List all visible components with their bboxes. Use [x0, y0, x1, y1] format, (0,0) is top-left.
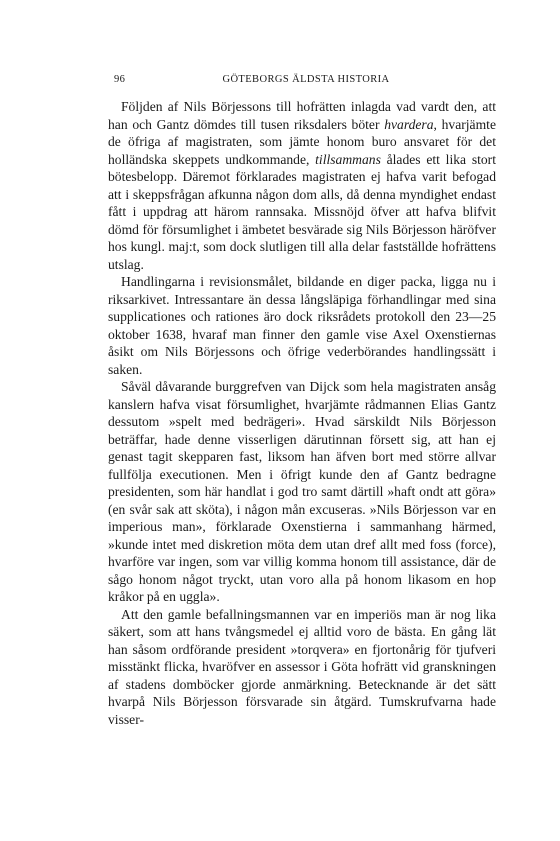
text-run: ålades ett lika stort bötesbelopp. Däremot förklarades magistraten ej hafva varit befogad att i skeppsfrågan afkunna någon dom alls, då denna myndighet endast fått i uppdrag att härom rannsaka. Missnöjd öfver att hafva blifvit dömd för försumlighet i ämbetet besvärade sig Nils Börjesson häröfver hos kungl. maj:t, som dock slutligen till alla delar fastställde hofrättens utslag. [108, 151, 496, 272]
text-run: Följden af Nils Börjessons till hofrätten inlagda vad vardt den, att han och Gantz dömdes till tusen riksdalers böter [108, 99, 496, 132]
italic-term: tillsammans [315, 151, 381, 167]
page-header [114, 74, 498, 90]
paragraph [108, 273, 496, 378]
running-title: GÖTEBORGS ÄLDSTA HISTORIA [222, 74, 390, 85]
paragraph [108, 378, 496, 606]
text-run: Att den gamle befallningsmannen var en imperiös man är nog lika säkert, som att hans tvångsmedel ej alltid voro de bästa. En gång lät han såsom ordförande president »torqvera» en fjortonårig för tjufveri misstänkt flicka, hvaröfver en assessor i Göta hofrätt vid granskningen af stadens domböcker gjorde anmärkning. Betecknande är det sätt hvarpå Nils Börjesson försvarade sin åtgärd. Tumskrufvarna hade visser- [108, 606, 496, 727]
text-run: , hvarjämte de öfriga af magistraten, som jämte honom buro ansvaret för det holländska skeppets undkommande, [108, 116, 496, 167]
page-number: 96 [114, 74, 126, 85]
italic-term: hvardera [384, 116, 434, 132]
paragraph [108, 98, 496, 273]
body-text [108, 98, 496, 728]
text-run: Handlingarna i revisionsmålet, bildande en diger packa, ligga nu i riksarkivet. Intressantare än dessa långsläpiga förhandlingar med sina supplicationes och rationes äro dock riksrådets protokoll den 23—25 oktober 1638, hvaraf man finner den gamle vise Axel Oxenstiernas åsikt om Nils Börjessons och öfrige vederbörandes handlingssätt i saken. [108, 274, 496, 377]
text-run: Såväl dåvarande burggrefven van Dijck som hela magistraten ansåg kanslern hafva visat försumlighet, hvarjämte rådmannen Elias Gantz dessutom »spelt med bedrägeri». Hvad särskildt Nils Börjesson beträffar, hade denne visserligen därutinnan försett sig, att han ej genast tagit skepparen fast, liksom han äfven bort med större allvar fullfölja executionen. Men i öfrigt kunde den af Gantz bedragne presidenten, som här handlat i god tro samt därtill »haft ondt att göra» (en svår sak att sköta), i någon mån excuseras. »Nils Börjesson var en imperious man», förklarade Oxenstierna i sammanhang härmed, »kunde intet med diskretion möta dem utan dref allt med foss (force), hvarföre var ingen, som var villig komma honom till assistance, där de sågo honom något tryckt, utan voro alla på honom likasom en hop kråkor på en uggla». [108, 379, 496, 604]
paragraph [108, 606, 496, 729]
